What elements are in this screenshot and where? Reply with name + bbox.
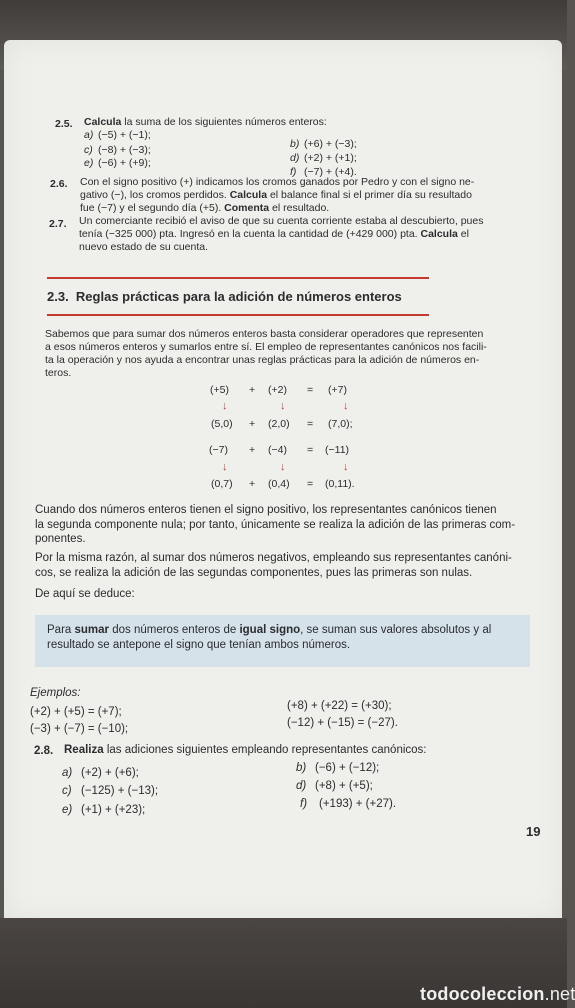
item-label: b)	[290, 138, 300, 150]
item-expression: (+8) + (+5);	[315, 780, 373, 792]
down-arrow-icon: ↓	[343, 461, 349, 473]
paragraph-line: cos, se realiza la adición de las segundas componentes, pues las primeras son nulas.	[35, 567, 473, 579]
page-number: 19	[526, 824, 541, 839]
down-arrow-icon: ↓	[280, 461, 286, 473]
paragraph-line: a esos números enteros y sumarlos entre sí. El empleo de representantes canónicos nos facili-	[45, 341, 487, 353]
exercise-line: fue (−7) y el segundo día (+5). Comenta el resultado.	[80, 202, 330, 214]
section-top-rule	[47, 277, 429, 279]
item-label: a)	[62, 767, 73, 779]
paragraph-line: Por la misma razón, al sumar dos números negativos, empleando sus representantes canóni-	[35, 552, 512, 564]
diagram-operator: +	[249, 384, 256, 396]
exercise-line: tenía (−325 000) pta. Ingresó en la cuenta la cantidad de (+429 000) pta. Calcula el	[79, 228, 469, 240]
diagram-term: (7,0);	[328, 418, 353, 430]
watermark-logo: todocoleccion.net	[420, 984, 575, 1004]
exercise-line: Con el signo positivo (+) indicamos los cromos ganados por Pedro y con el signo ne-	[80, 176, 475, 188]
item-label: a)	[84, 129, 94, 141]
diagram-term: (−11)	[325, 444, 350, 456]
diagram-term: (+7)	[328, 384, 347, 396]
diagram-term: (+5)	[210, 384, 229, 396]
item-expression: (−6) + (+9);	[98, 157, 151, 169]
exercise-line: nuevo estado de su cuenta.	[79, 241, 209, 253]
example-expression: (+2) + (+5) = (+7);	[30, 706, 122, 718]
paragraph-line: teros.	[45, 367, 72, 379]
section-heading: 2.3. Reglas prácticas para la adición de números enteros	[47, 289, 402, 304]
paragraph-line: Cuando dos números enteros tienen el signo positivo, los representantes canónicos tienen	[35, 504, 497, 516]
diagram-term: (+2)	[268, 384, 287, 396]
exercise-statement: Calcula la suma de los siguientes números enteros:	[84, 116, 327, 128]
paragraph-line: la segunda componente nula; por tanto, únicamente se realiza la adición de las primeras com-	[35, 519, 516, 531]
examples-heading: Ejemplos:	[30, 687, 81, 699]
down-arrow-icon: ↓	[222, 461, 228, 473]
diagram-operator: +	[249, 418, 256, 430]
item-label: f)	[300, 798, 308, 810]
exercise-line: Un comerciante recibió el aviso de que su cuenta corriente estaba al descubierto, pues	[79, 215, 484, 227]
paragraph-line: Sabemos que para sumar dos números enteros basta considerar operadores que representen	[45, 328, 484, 340]
item-expression: (−7) + (+4).	[304, 166, 357, 178]
diagram-operator: =	[307, 444, 314, 456]
rule-line-2: resultado se antepone el signo que tenían ambos números.	[47, 639, 351, 651]
item-label: d)	[290, 152, 300, 164]
paragraph-line: ta la operación y nos ayuda a encontrar unas reglas prácticas para la adición de números en-	[45, 354, 480, 366]
exercise-number: 2.7.	[49, 218, 67, 230]
item-expression: (+2) + (+1);	[304, 152, 357, 164]
diagram-term: (5,0)	[211, 418, 233, 430]
example-expression: (−3) + (−7) = (−10);	[30, 723, 129, 735]
example-expression: (−12) + (−15) = (−27).	[287, 717, 398, 729]
item-expression: (−8) + (−3);	[98, 144, 151, 156]
diagram-term: (0,11).	[325, 478, 355, 490]
diagram-term: (2,0)	[268, 418, 290, 430]
item-label: c)	[84, 144, 93, 156]
diagram-operator: +	[249, 478, 256, 490]
paragraph-3: De aquí se deduce:	[35, 588, 135, 600]
item-expression: (+193) + (+27).	[319, 798, 397, 810]
exercise-number: 2.6.	[50, 178, 68, 190]
item-label: c)	[62, 785, 72, 797]
item-expression: (−6) + (−12);	[315, 762, 380, 774]
exercise-number: 2.5.	[55, 118, 73, 130]
item-expression: (+1) + (+23);	[81, 804, 146, 816]
item-expression: (+6) + (−3);	[304, 138, 357, 150]
down-arrow-icon: ↓	[343, 400, 349, 412]
section-bottom-rule	[47, 314, 429, 316]
item-expression: (+2) + (+6);	[81, 767, 139, 779]
diagram-term: (−4)	[268, 444, 287, 456]
item-label: f)	[290, 166, 297, 178]
item-label: e)	[84, 157, 94, 169]
diagram-term: (0,4)	[268, 478, 290, 490]
exercise-line: gativo (−), los cromos perdidos. Calcula el balance final si el primer día su resultado	[80, 189, 472, 201]
item-label: d)	[296, 780, 307, 792]
exercise-number: 2.8.	[34, 745, 54, 757]
paragraph-line: ponentes.	[35, 533, 86, 545]
item-expression: (−125) + (−13);	[81, 785, 159, 797]
item-label: b)	[296, 762, 307, 774]
diagram-term: (0,7)	[211, 478, 233, 490]
item-expression: (−5) + (−1);	[98, 129, 151, 141]
diagram-operator: +	[249, 444, 256, 456]
down-arrow-icon: ↓	[280, 400, 286, 412]
diagram-operator: =	[307, 418, 314, 430]
down-arrow-icon: ↓	[222, 400, 228, 412]
example-expression: (+8) + (+22) = (+30);	[287, 700, 392, 712]
exercise-statement: Realiza las adiciones siguientes empleando representantes canónicos:	[64, 744, 427, 756]
item-label: e)	[62, 804, 73, 816]
diagram-operator: =	[307, 478, 314, 490]
rule-line-1: Para sumar dos números enteros de igual signo, se suman sus valores absolutos y al	[47, 624, 492, 636]
diagram-term: (−7)	[209, 444, 228, 456]
diagram-operator: =	[307, 384, 314, 396]
